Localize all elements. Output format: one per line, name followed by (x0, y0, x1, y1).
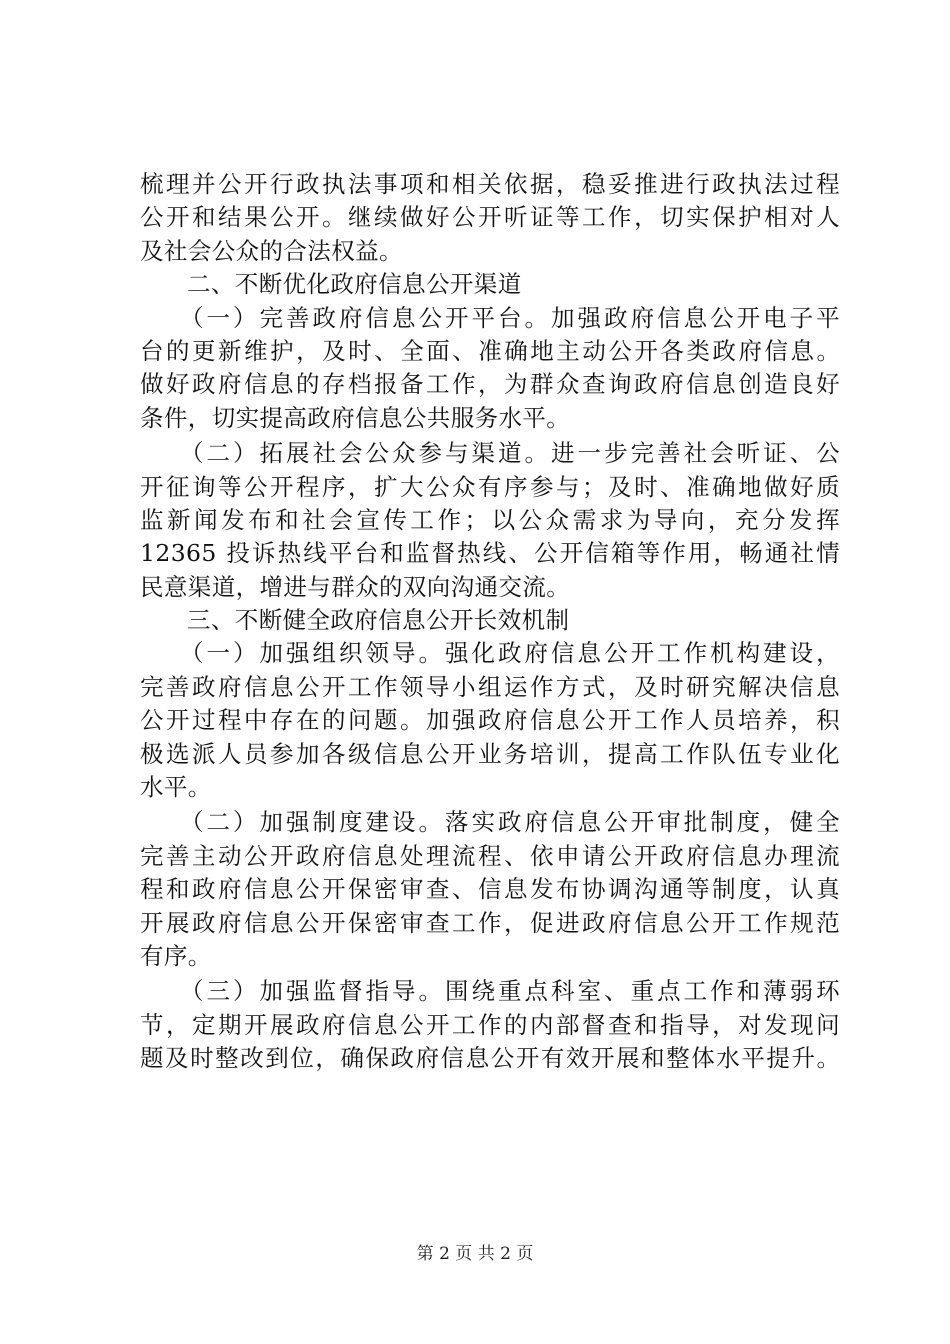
paragraph-line: （一）完善政府信息公开平台。加强政府信息公开电子平 (180, 303, 840, 332)
paragraph-line: 台的更新维护，及时、全面、准确地主动公开各类政府信息。 (140, 336, 840, 365)
paragraph-line: 完善主动公开政府信息处理流程、依申请公开政府信息办理流 (140, 841, 840, 870)
section-heading: 三、不断健全政府信息公开长效机制 (187, 606, 570, 635)
paragraph-line: 及社会公众的合法权益。 (140, 236, 403, 265)
paragraph-line: 公开过程中存在的问题。加强政府信息公开工作人员培养，积 (140, 706, 840, 735)
paragraph-line: 水平。 (140, 773, 212, 802)
paragraph-line: 完善政府信息公开工作领导小组运作方式，及时研究解决信息 (140, 672, 840, 701)
paragraph-line: （三）加强监督指导。围绕重点科室、重点工作和薄弱环 (180, 977, 840, 1006)
paragraph-line: 12365 投诉热线平台和监督热线、公开信箱等作用，畅通社情 (140, 539, 840, 568)
paragraph-line: 题及时整改到位，确保政府信息公开有效开展和整体水平提升。 (140, 1044, 840, 1073)
paragraph-line: （二）拓展社会公众参与渠道。进一步完善社会听证、公 (180, 439, 840, 468)
paragraph-line: 梳理并公开行政执法事项和相关依据，稳妥推进行政执法过程 (140, 170, 840, 198)
paragraph-line: 有序。 (140, 941, 212, 970)
paragraph-line: （一）加强组织领导。强化政府信息公开工作机构建设， (180, 639, 840, 668)
paragraph-line: （二）加强制度建设。落实政府信息公开审批制度，健全 (180, 808, 840, 837)
paragraph-line: 开展政府信息公开保密审查工作，促进政府信息公开工作规范 (140, 908, 840, 937)
section-heading: 二、不断优化政府信息公开渠道 (187, 270, 522, 299)
paragraph-line: 开征询等公开程序，扩大公众有序参与；及时、准确地做好质 (140, 472, 840, 501)
paragraph-line: 公开和结果公开。继续做好公开听证等工作，切实保护相对人 (140, 203, 840, 232)
paragraph-line: 做好政府信息的存档报备工作，为群众查询政府信息创造良好 (140, 370, 840, 399)
page-number: 第 2 页 共 2 页 (416, 1244, 534, 1264)
paragraph-line: 程和政府信息公开保密审查、信息发布协调沟通等制度，认真 (140, 875, 840, 904)
paragraph-line: 民意渠道，增进与群众的双向沟通交流。 (140, 572, 571, 601)
paragraph-line: 极选派人员参加各级信息公开业务培训，提高工作队伍专业化 (140, 739, 840, 768)
paragraph-line: 条件，切实提高政府信息公共服务水平。 (140, 403, 571, 432)
paragraph-line: 节，定期开展政府信息公开工作的内部督查和指导，对发现问 (140, 1010, 840, 1039)
paragraph-line: 监新闻发布和社会宣传工作；以公众需求为导向，充分发挥 (140, 505, 840, 534)
document-body (140, 168, 840, 1076)
